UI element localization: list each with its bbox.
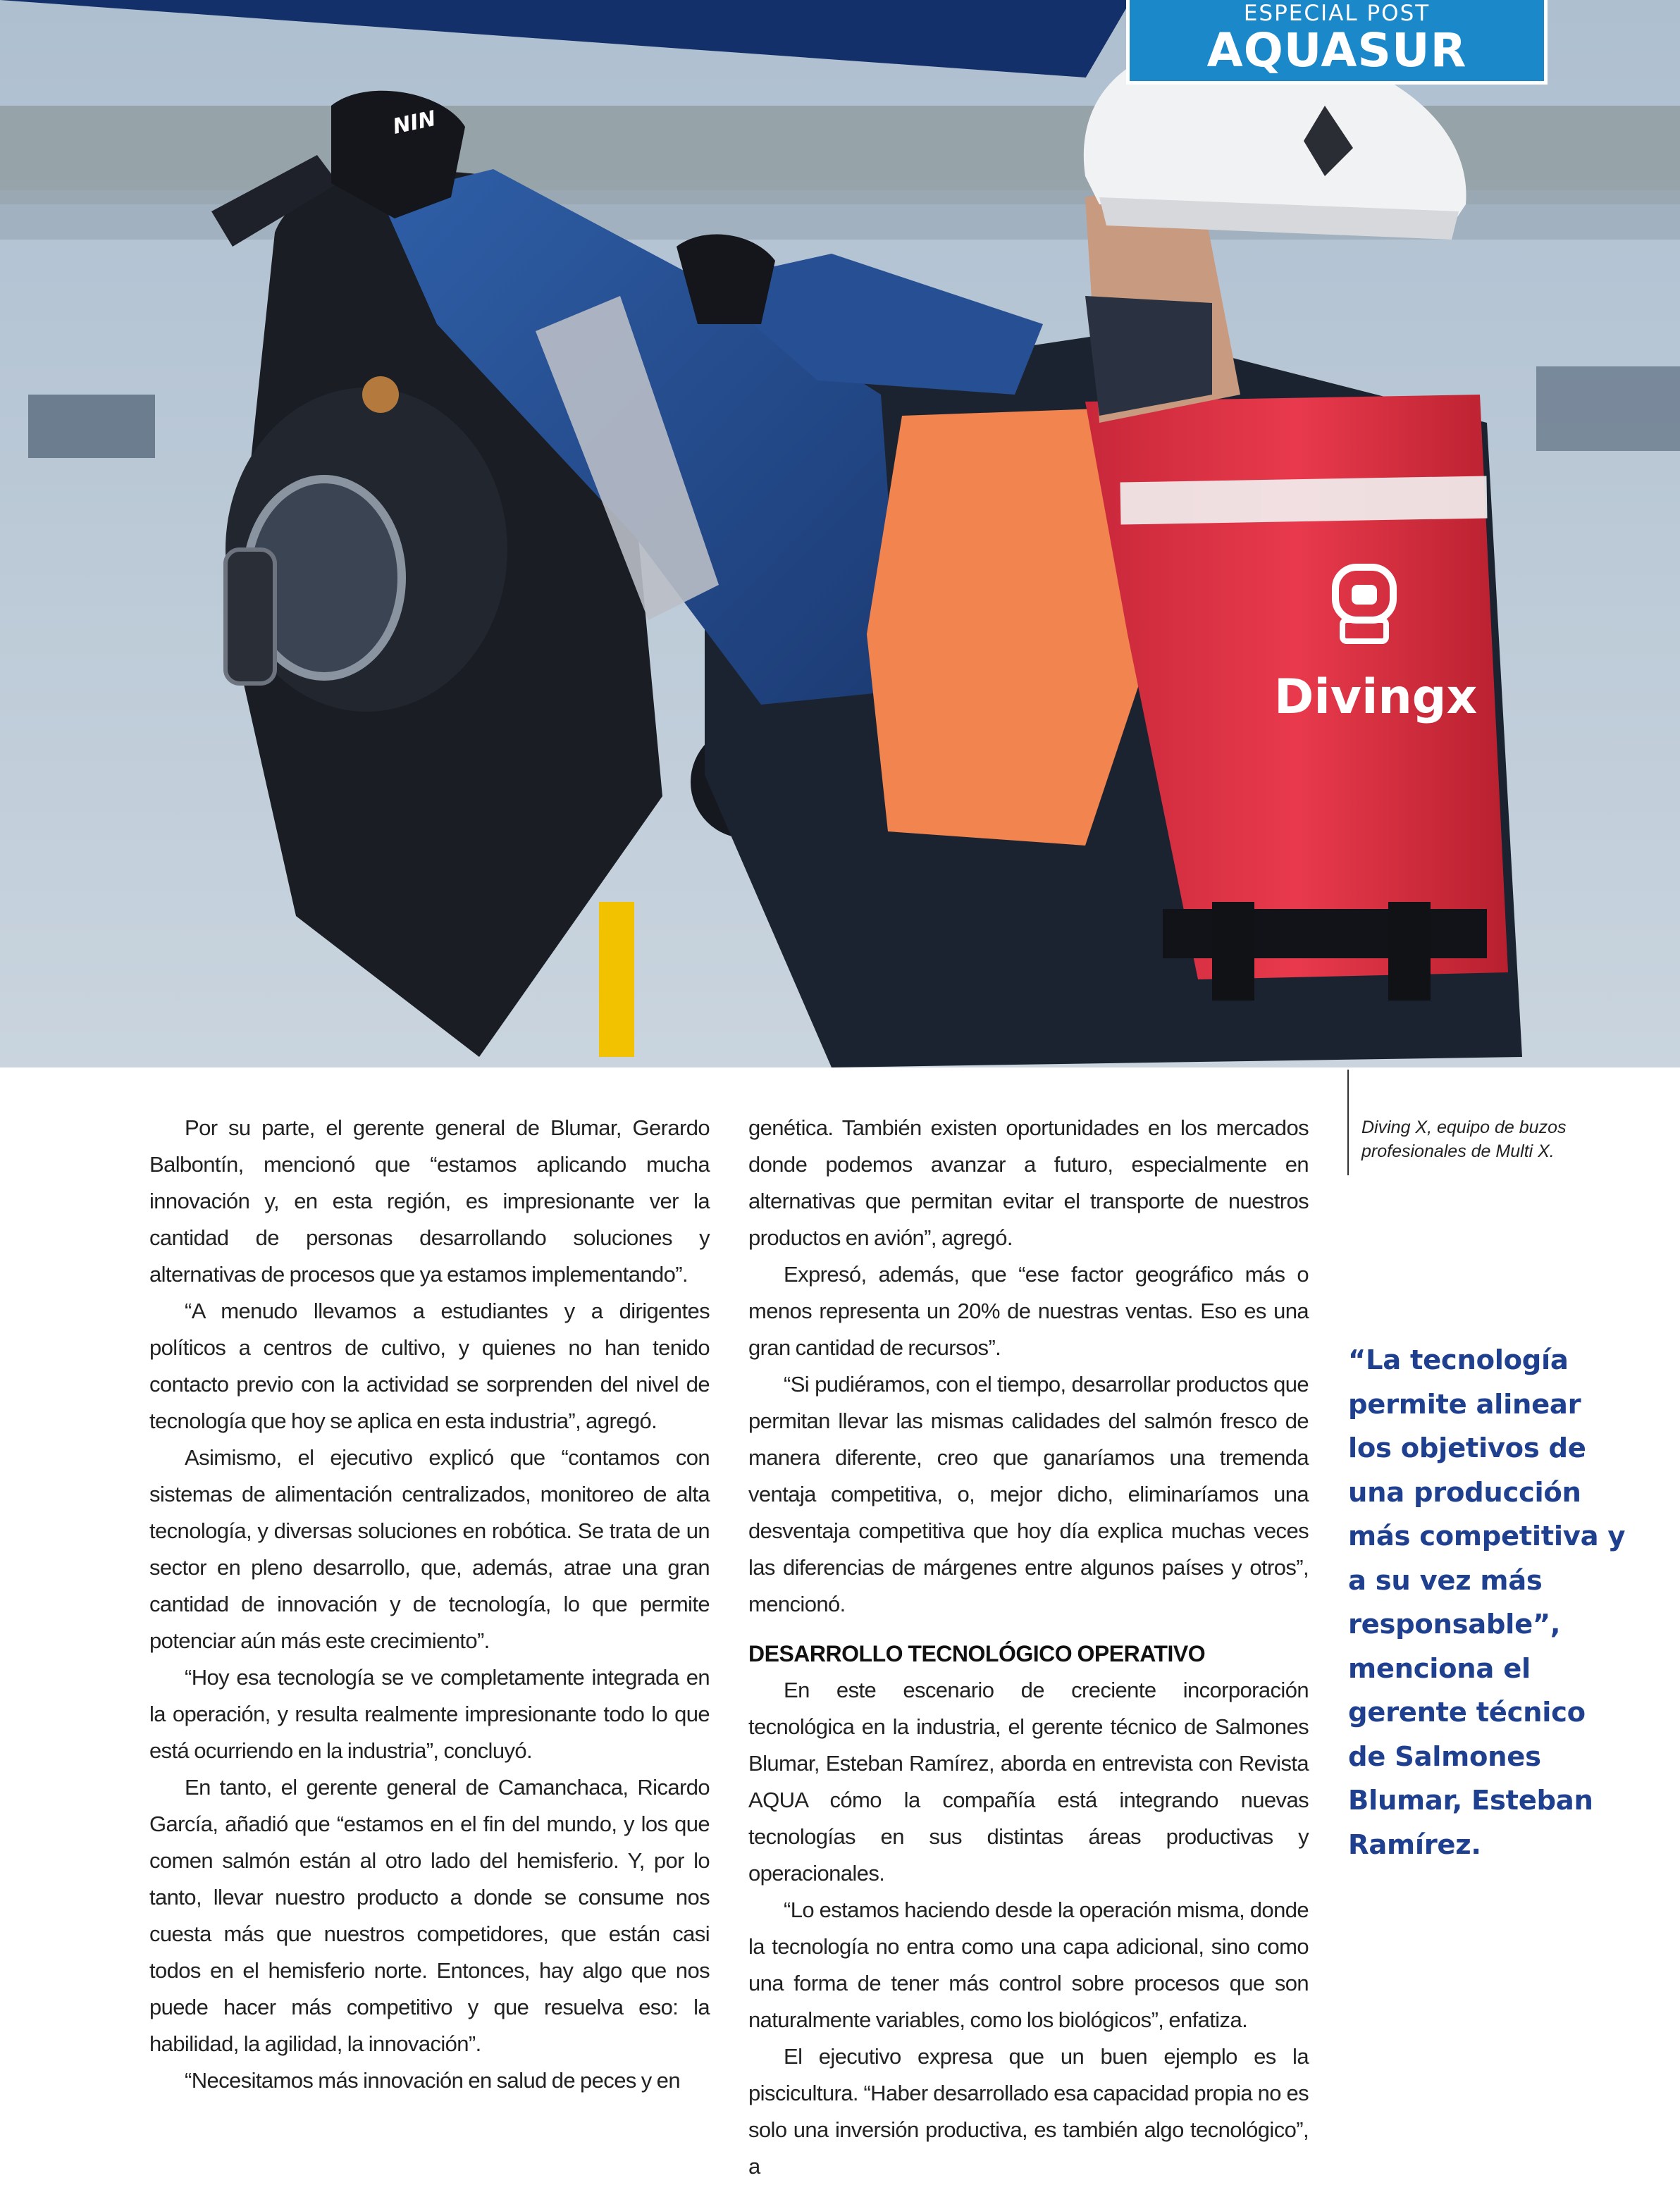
- badge-subtitle: ESPECIAL POST: [1243, 1, 1431, 26]
- hero-photo: [0, 0, 1680, 1067]
- paragraph: En este escenario de creciente incorporación tecnológica en la industria, el gerente técnico de Salmones Blumar, Esteban Ramírez, aborda en entrevista con Revista AQUA cómo la compañía está integrando nuevas tecnologías en sus distintas áreas productivas y operacionales.: [748, 1678, 1309, 1886]
- paragraph: “Si pudiéramos, con el tiempo, desarrollar productos que permitan llevar las mismas calidades del salmón fresco de manera diferente, creo que ganaríamos una tremenda ventaja competitiva, o, mejor dicho, eliminaríamos una desventaja competitiva que hoy día explica muchas veces las diferencias de márgenes entre algunos países y otros”, mencionó.: [748, 1372, 1309, 1616]
- diver-photo-illustration: [0, 0, 1680, 1067]
- article-column-1: [149, 1110, 710, 2099]
- paragraph: “Necesitamos más innovación en salud de peces y en: [185, 2068, 680, 2093]
- paragraph: “A menudo llevamos a estudiantes y a dirigentes políticos a centros de cultivo, y quienes no han tenido contacto previo con la actividad se sorprenden del nivel de tecnología que hoy se aplica en esta industria”, agregó.: [149, 1299, 710, 1433]
- article-column-2: [748, 1110, 1309, 2185]
- paragraph: Asimismo, el ejecutivo explicó que “contamos con sistemas de alimentación centralizados, monitoreo de alta tecnología, y diversas soluciones en robótica. Se trata de un sector en pleno desarrollo, que, además, atrae una gran cantidad de innovación y de tecnología, lo que permite potenciar aún más este crecimiento”.: [149, 1445, 710, 1653]
- paragraph: “Hoy esa tecnología se ve completamente integrada en la operación, y resulta realmente impresionante todo lo que está ocurriendo en la industria”, concluyó.: [149, 1665, 710, 1763]
- paragraph: Por su parte, el gerente general de Blumar, Gerardo Balbontín, mencionó que “estamos aplicando mucha innovación y, en esta región, es impresionante ver la cantidad de personas desarrollando soluciones y alternativas de procesos que ya estamos implementando”.: [149, 1115, 710, 1287]
- badge-title: AQUASUR: [1206, 23, 1467, 78]
- paragraph: genética. También existen oportunidades en los mercados donde podemos avanzar a futuro, especialmente en alternativas que permitan evitar el transporte de nuestros productos en avión”, agregó.: [748, 1115, 1309, 1250]
- caption-divider: [1347, 1070, 1349, 1175]
- paragraph: En tanto, el gerente general de Camanchaca, Ricardo García, añadió que “estamos en el fin del mundo, y los que comen salmón están al otro lado del hemisferio. Y, por lo tanto, llevar nuestro producto a donde se consume nos cuesta más que nuestros competidores, que están casi todos en el hemisferio norte. Entonces, hay algo que nos puede hacer más competitivo y que resuelva eso: la habilidad, la agilidad, la innovación”.: [149, 1775, 710, 2056]
- vest-text: Divingx: [1274, 669, 1478, 725]
- paragraph: Expresó, además, que “ese factor geográfico más o menos representa un 20% de nuestras ventas. Eso es una gran cantidad de recursos”.: [748, 1262, 1309, 1360]
- photo-caption: Diving X, equipo de buzos profesionales de Multi X.: [1361, 1118, 1567, 1161]
- paragraph: El ejecutivo expresa que un buen ejemplo es la piscicultura. “Haber desarrollado esa capacidad propia no es solo una inversión productiva, es también algo tecnológico”, a: [748, 2044, 1309, 2179]
- pull-quote: “La tecnología permite alinear los objetivos de una producción más competitiva y a su vez más responsable”, menciona el gerente técnico de Salmones Blumar, Esteban Ramírez.: [1348, 1344, 1626, 1861]
- section-badge: [1126, 0, 1548, 85]
- section-subheading: DESARROLLO TECNOLÓGICO OPERATIVO: [748, 1641, 1206, 1666]
- paragraph: “Lo estamos haciendo desde la operación misma, donde la tecnología no entra como una capa adicional, sino como una forma de tener más control sobre procesos que son naturalmente variables, como los biológicos”, enfatiza.: [748, 1898, 1309, 2032]
- glove-text: NIN: [390, 106, 438, 140]
